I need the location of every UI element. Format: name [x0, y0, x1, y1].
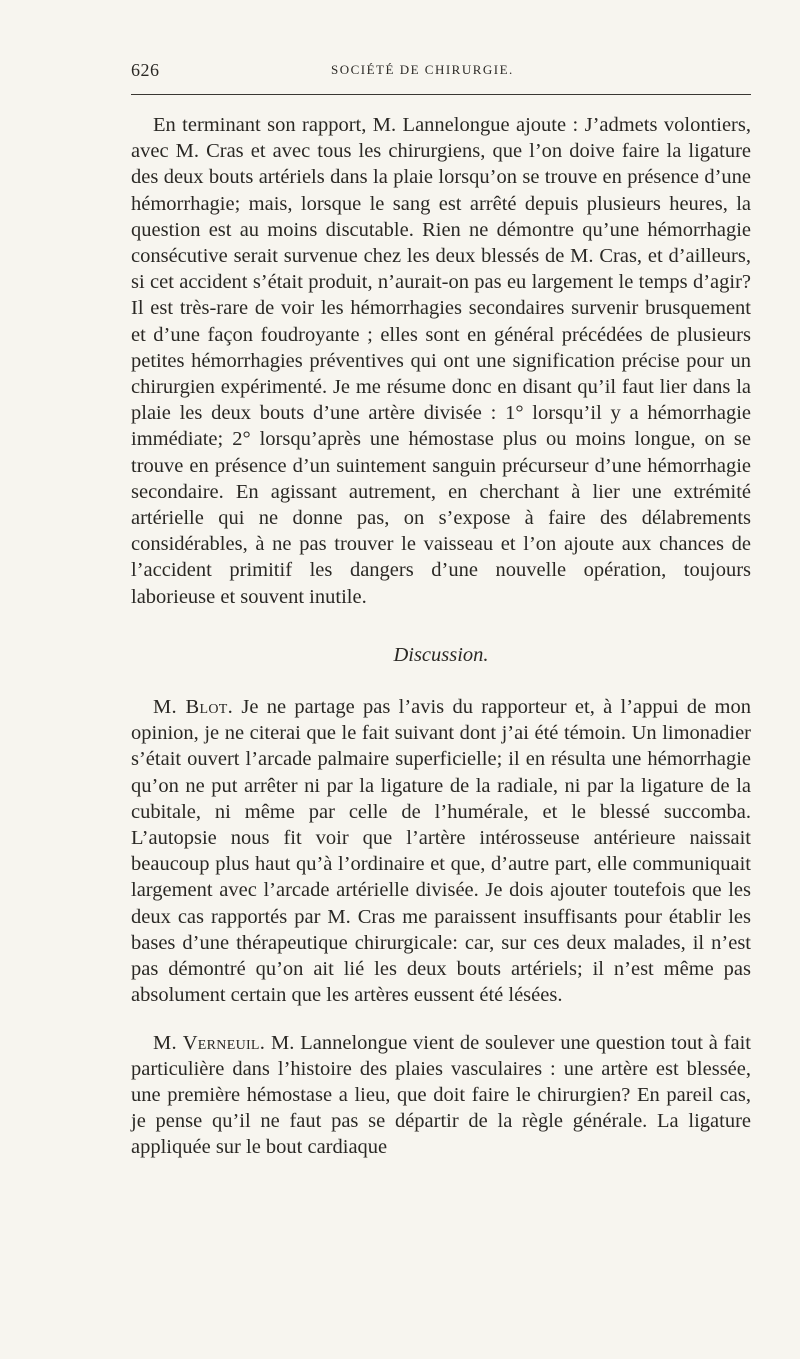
page-number: 626 — [131, 60, 160, 80]
paragraph-lannelongue: En terminant son rapport, M. Lannelongue ajoute : J’admets volontiers, avec M. Cras et avec tous les chirurgiens, que l’on doive faire la ligature des deux bouts artériels dans la plaie lorsqu’on se trouve en présence d’une hémorrhagie; mais, lorsque le sang est arrêté depuis plusieurs heures, la question est au moins discutable. Rien ne démontre qu’une hémorrhagie consécutive serait survenue chez les deux blessés de M. Cras, et d’ailleurs, si cet accident s’était produit, n’aurait-on pas eu largement le temps d’agir? Il est très-rare de voir les hémorrhagies secondaires survenir brusquement et d’une façon foudroyante ; elles sont en général précédées de plusieurs petites hémorrhagies préventives qui ont une signification précise pour un chirurgien expérimenté. Je me résume donc en disant qu’il faut lier dans la plaie les deux bouts d’une artère divisée : 1° lorsqu’il y a hémorrhagie immédiate; 2° lorsqu’après une hémostase plus ou moins longue, on se trouve en présence d’un suintement sanguin précurseur d’une hémorrhagie secondaire. En agissant autrement, en cherchant à lier une extrémité artérielle qui ne donne pas, on s’expose à faire des délabrements considérables, à ne pas trouver le vaisseau et l’on ajoute aux chances de l’accident primitif les dangers d’une nouvelle opération, toujours laborieuse et souvent inutile. — [131, 114, 751, 608]
paragraph-text: Je ne partage pas l’avis du rapporteur et, à l’appui de mon opinion, je ne citerai que le fait suivant dont j’ai été témoin. Un limonadier s’était ouvert l’arcade palmaire superficielle; il en résulta une hémorrhagie qu’on ne put arrêter ni par la ligature de la radiale, ni par la ligature de la cubitale, ni même par celle de l’humérale, et le blessé succomba. L’autopsie nous fit voir que l’artère intérosseuse antérieure naissait beaucoup plus haut qu’à l’ordinaire et que, d’autre part, elle communiquait largement avec l’arcade artérielle divisée. Je dois ajouter toutefois que les deux cas rapportés par M. Cras me paraissent insuffisants pour établir les bases d’une thérapeutique chirurgicale: car, sur ces deux malades, il n’est pas démontré qu’on ait lié les deux bouts artériels; il n’est même pas absolument certain que les artères eussent été lésées. — [131, 696, 751, 1007]
body-text — [131, 112, 751, 1161]
running-head: SOCIÉTÉ DE CHIRURGIE. — [331, 62, 514, 77]
speaker-name: M. Verneuil. — [153, 1031, 266, 1054]
speaker-name: M. Blot. — [153, 696, 234, 719]
page-header — [131, 60, 751, 88]
paragraph-verneuil — [131, 1030, 751, 1161]
header-rule — [131, 94, 751, 95]
section-heading: Discussion. — [393, 643, 489, 666]
paragraph-text: M. Lannelongue vient de soulever une question tout à fait particulière dans l’histoire des plaies vasculaires : une artère est blessée, une première hémostase a lieu, que doit faire le chirurgien? En pareil cas, je pense qu’il ne faut pas se départir de la règle générale. La ligature appliquée sur le bout cardiaque — [131, 1031, 751, 1159]
paragraph-blot — [131, 694, 751, 1008]
